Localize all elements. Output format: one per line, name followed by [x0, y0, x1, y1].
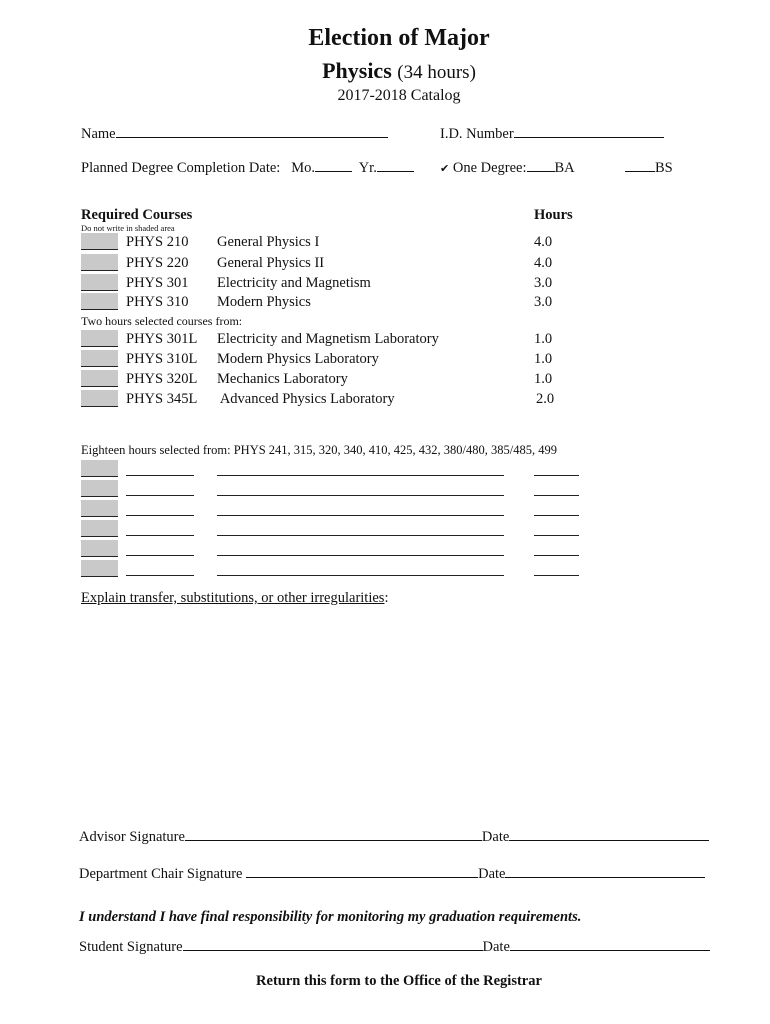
advisor-label: Advisor Signature: [79, 829, 185, 845]
elective-title-field[interactable]: [217, 495, 504, 496]
year-field[interactable]: [377, 158, 414, 172]
student-date-field[interactable]: [510, 937, 710, 951]
month-field[interactable]: [315, 158, 352, 172]
elective-code-field[interactable]: [126, 475, 194, 476]
bs-label: BS: [655, 160, 673, 176]
date-label: Date: [482, 939, 510, 955]
advisor-signature-field[interactable]: [185, 827, 482, 841]
chair-label: Department Chair Signature: [79, 866, 243, 882]
electives-intro: Eighteen hours selected from: PHYS 241, 315, 320, 340, 410, 425, 432, 380/480, 385/485, 499: [81, 443, 558, 457]
ba-label: BA: [554, 160, 575, 176]
course-code: PHYS 301: [126, 275, 189, 291]
shaded-box: [81, 480, 118, 497]
course-title: Modern Physics: [217, 294, 311, 310]
lab-code: PHYS 301L: [126, 331, 198, 347]
course-title: General Physics II: [217, 255, 325, 271]
lab-title: Electricity and Magnetism Laboratory: [217, 331, 439, 347]
completion-row: [81, 158, 414, 177]
shaded-box: [81, 274, 118, 291]
elective-title-field[interactable]: [217, 555, 504, 556]
advisor-row: [79, 827, 709, 846]
degree-label: One Degree:: [452, 160, 527, 176]
course-code: PHYS 310: [126, 294, 189, 310]
responsibility-statement: I understand I have final responsibility for monitoring my graduation requirements.: [79, 909, 582, 925]
date-label: Date: [481, 829, 510, 845]
form-title: Election of Major: [308, 25, 490, 51]
chair-row: [79, 864, 705, 883]
chair-date-field[interactable]: [505, 864, 705, 878]
degree-row: [440, 158, 575, 177]
elective-hours-field[interactable]: [534, 535, 579, 536]
shaded-box: [81, 500, 118, 517]
lab-hours: 2.0: [536, 391, 555, 407]
course-hours: 3.0: [534, 294, 553, 310]
bs-field[interactable]: [625, 158, 655, 172]
check-icon: ✔: [440, 163, 450, 175]
year-label: Yr.: [358, 160, 377, 176]
name-label: Name: [81, 126, 116, 142]
shaded-box: [81, 390, 118, 407]
return-instruction: Return this form to the Office of the Registrar: [256, 973, 542, 989]
shaded-box: [81, 560, 118, 577]
elective-code-field[interactable]: [126, 515, 194, 516]
shaded-note: Do not write in shaded area: [81, 223, 175, 233]
lab-hours: 1.0: [534, 331, 553, 347]
course-hours: 3.0: [534, 275, 553, 291]
form-subtitle: [0, 58, 770, 84]
elective-code-field[interactable]: [126, 495, 194, 496]
shaded-box: [81, 520, 118, 537]
explain-area[interactable]: [81, 612, 721, 812]
ba-field[interactable]: [527, 158, 555, 172]
shaded-box: [81, 370, 118, 387]
course-code: PHYS 210: [126, 234, 189, 250]
date-label: Date: [478, 866, 506, 882]
lab-code: PHYS 345L: [126, 391, 198, 407]
elective-hours-field[interactable]: [534, 475, 579, 476]
course-hours: 4.0: [534, 234, 553, 250]
elective-hours-field[interactable]: [534, 495, 579, 496]
id-label: I.D. Number: [440, 126, 514, 142]
elective-hours-field[interactable]: [534, 555, 579, 556]
lab-code: PHYS 320L: [126, 371, 198, 387]
course-title: General Physics I: [217, 234, 320, 250]
lab-code: PHYS 310L: [126, 351, 198, 367]
elective-title-field[interactable]: [217, 515, 504, 516]
shaded-box: [81, 330, 118, 347]
shaded-box: [81, 233, 118, 250]
required-heading: Required Courses: [81, 207, 193, 223]
catalog-year: 2017-2018 Catalog: [337, 87, 461, 104]
shaded-box: [81, 540, 118, 557]
shaded-box: [81, 460, 118, 477]
lab-title: Modern Physics Laboratory: [217, 351, 379, 367]
lab-title: Advanced Physics Laboratory: [217, 391, 395, 407]
hours-heading: Hours: [534, 207, 573, 223]
course-hours: 4.0: [534, 255, 553, 271]
explain-colon: :: [384, 590, 389, 606]
id-field[interactable]: [514, 124, 664, 138]
shaded-box: [81, 293, 118, 310]
student-label: Student Signature: [79, 939, 183, 955]
lab-title: Mechanics Laboratory: [217, 371, 348, 387]
course-title: Electricity and Magnetism: [217, 275, 371, 291]
course-code: PHYS 220: [126, 255, 189, 271]
lab-hours: 1.0: [534, 371, 553, 387]
name-row: [81, 124, 388, 143]
shaded-box: [81, 254, 118, 271]
elective-hours-field[interactable]: [534, 515, 579, 516]
student-row: [79, 937, 710, 956]
chair-signature-field[interactable]: [246, 864, 478, 878]
id-row: [440, 124, 664, 143]
elective-title-field[interactable]: [217, 475, 504, 476]
elective-code-field[interactable]: [126, 555, 194, 556]
lab-intro: Two hours selected courses from:: [81, 314, 243, 328]
month-label: Mo.: [291, 160, 315, 176]
explain-label: Explain transfer, substitutions, or other irregularities: [81, 590, 385, 606]
shaded-box: [81, 350, 118, 367]
elective-title-field[interactable]: [217, 535, 504, 536]
elective-code-field[interactable]: [126, 535, 194, 536]
elective-title-field[interactable]: [217, 575, 504, 576]
name-field[interactable]: [116, 124, 388, 138]
explain-row: [81, 590, 388, 607]
advisor-date-field[interactable]: [509, 827, 709, 841]
major-name: Physics: [322, 58, 392, 83]
lab-hours: 1.0: [534, 351, 553, 367]
elective-code-field[interactable]: [126, 575, 194, 576]
student-signature-field[interactable]: [183, 937, 483, 951]
completion-label: Planned Degree Completion Date:: [81, 160, 281, 176]
bs-row: [625, 158, 673, 177]
major-hours: (34 hours): [397, 62, 476, 83]
elective-hours-field[interactable]: [534, 575, 579, 576]
